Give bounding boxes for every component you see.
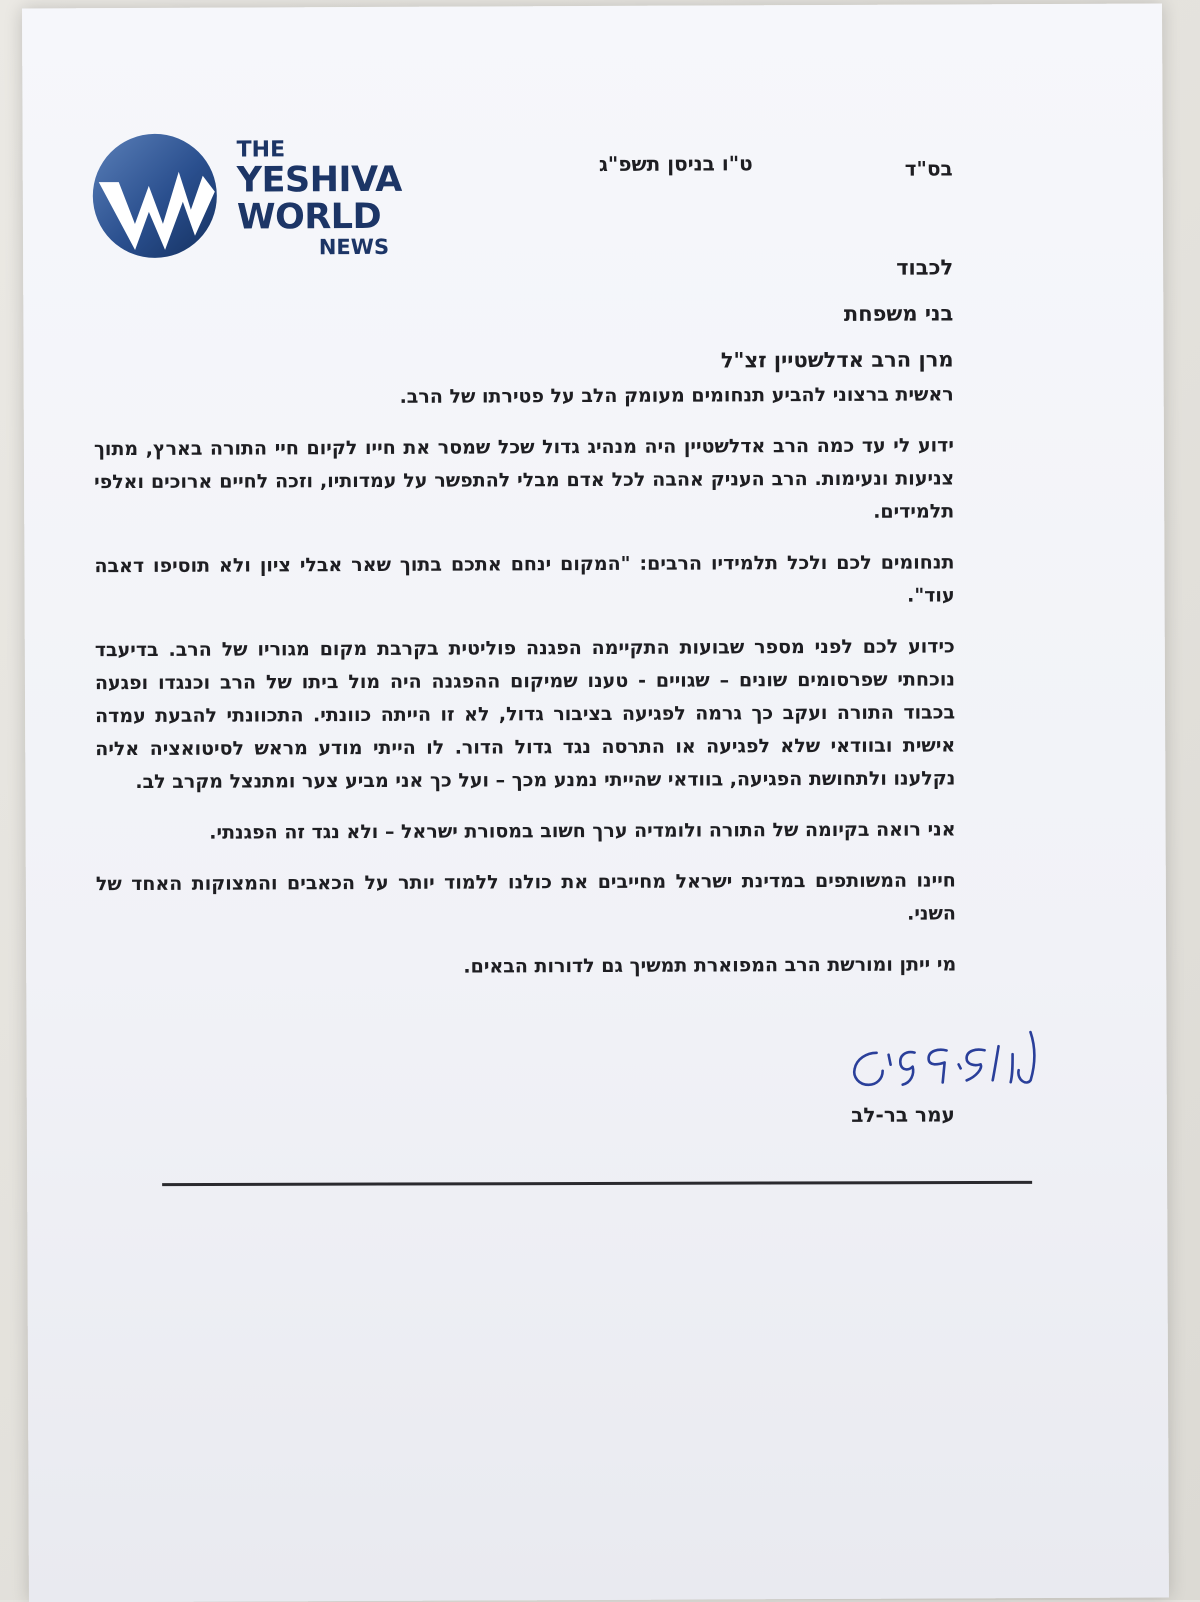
logo-world: WORLD: [236, 196, 382, 238]
paragraph-shared-life: חיינו המשותפים במדינת ישראל מחייבים את כולנו ללמוד יותר על הכאבים והמצוקות האחד של השני.: [95, 869, 957, 925]
paragraph-condolence-blessing: תנחומים לכם ולכל תלמידיו הרבים: "המקום ינחם אתכם בתוך שאר אבלי ציון ולא תוסיפו דאבה עוד".: [94, 551, 955, 607]
paragraph-rabbi-tribute: ידוע לי עד כמה הרב אדלשטיין היה מנהיג גדול שכל שמסר את חייו לקיום חיי התורה בארץ, מתוך צניעות ונעימות. הרב העניק אהבה לכל אדם מבלי להתפשר על עמדותיו, וזכה לחיים ארוכים ואלפי תלמידים.: [93, 434, 955, 523]
paragraph-demonstration-apology: כידוע לכם לפני מספר שבועות התקיימה הפגנה פוליטית בקרבת מקום מגוריו של הרב. בדיעבד נוכחתי שפרסומים שונים – שגויים - טענו שמיקום ההפגנה היה מול ביתו של הרב וכנגדו ופגעה בכבוד התורה ועקב כך גרמה לפגיעה בציבור גדול, לא זו הייתה כוונתי. התכוונתי להבעת עמדה אישית ובוודאי שלא לפגיעה או התרסה נגד גדול הדור. לו הייתי מודע מראש לסיטואציה אליה נקלענו ולתחושת הפגיעה, בוודאי שהייתי נמנע מכך – ועל כך אני מביע צער ומתנצל מקרב לב.: [94, 635, 956, 793]
logo-yeshiva: YESHIVA: [236, 159, 402, 201]
salutation-line-3: מרן הרב אדלשטיין זצ"ל: [720, 347, 954, 373]
handwritten-signature: [816, 1024, 1056, 1095]
logo-wordmark: [237, 139, 403, 259]
yeshiva-world-news-logo: [91, 131, 402, 260]
logo-mark-icon: [91, 132, 220, 261]
salutation-block: [720, 244, 953, 383]
signer-name: עמר בר-לב: [851, 1102, 955, 1127]
logo-the: THE: [236, 137, 286, 163]
logo-news: NEWS: [318, 234, 390, 260]
letter-body: [94, 378, 957, 1003]
paragraph-torah-value: אני רואה בקיומה של התורה ולומדיה ערך חשוב במסורת ישראל – ולא נגד זה הפגנתי.: [209, 818, 956, 844]
paragraph-condolences-opening: ראשית ברצוני להביע תנחומים מעומק הלב על פטירתו של הרב.: [399, 383, 954, 408]
bottom-divider-line: [162, 1181, 1032, 1186]
letter-page: [22, 4, 1169, 1602]
letter-date: ט"ו בניסן תשפ"ג: [598, 151, 753, 176]
salutation-line-1: לכבוד: [896, 255, 954, 280]
salutation-line-2: בני משפחת: [843, 301, 954, 326]
bsd-heading: בס"ד: [904, 156, 953, 181]
paragraph-closing-wish: מי ייתן ומורשת הרב המפוארת תמשיך גם לדורות הבאים.: [463, 953, 957, 978]
